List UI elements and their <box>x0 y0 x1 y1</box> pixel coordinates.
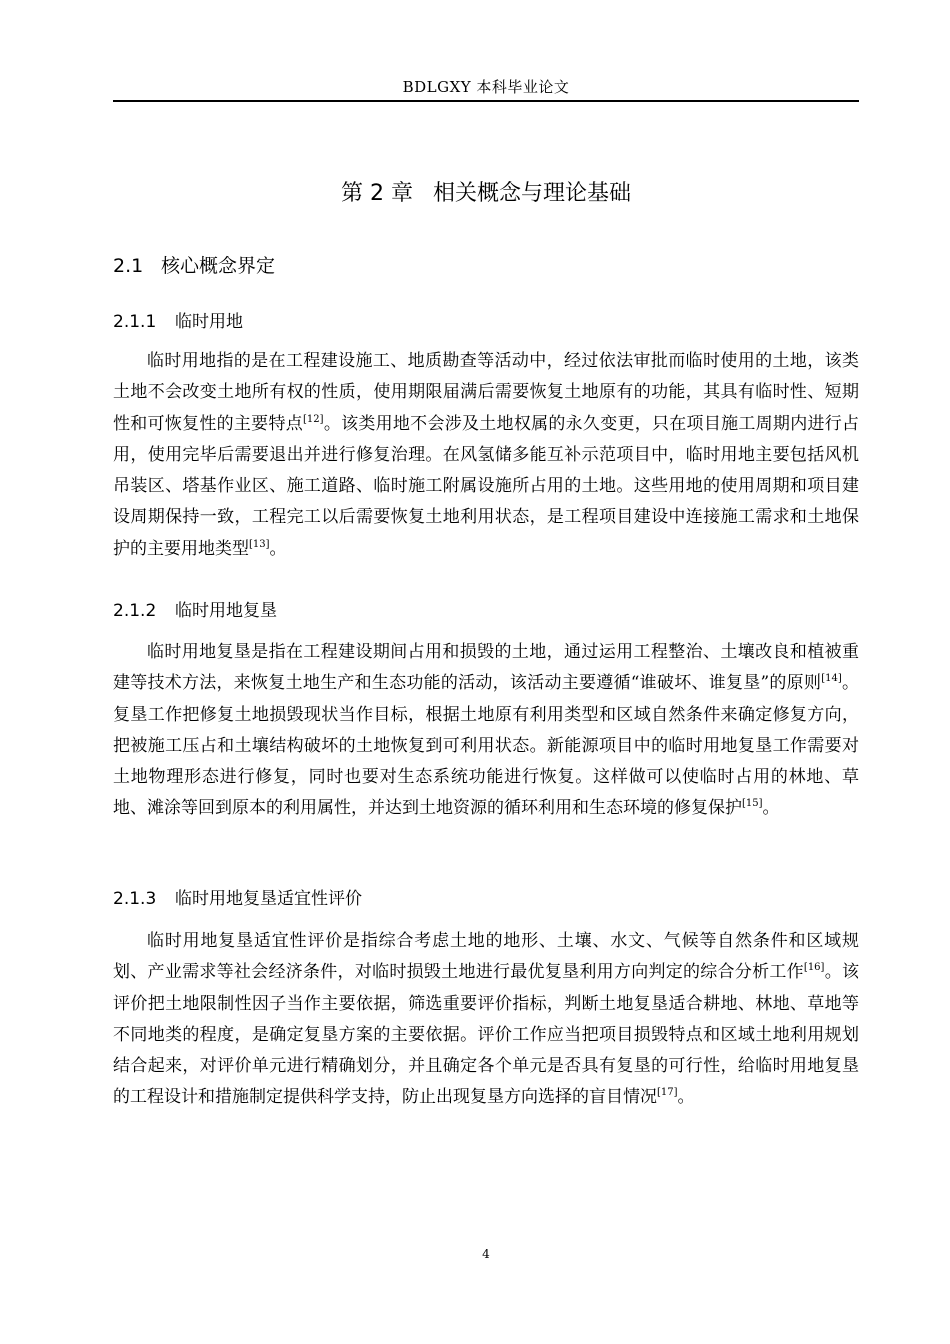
header-rule <box>113 100 859 102</box>
paragraph-text: 。该评价把土地限制性因子当作主要依据，筛选重要评价指标，判断土地复垦适合耕地、林地、草地等不同地类的程度，是确定复垦方案的主要依据。评价工作应当把项目损毁特点和区域土地利用规划结合起来，对评价单元进行精确划分，并且确定各个单元是否具有复垦的可行性，给临时用地复垦的工程设计和措施制定提供科学支持，防止出现复垦方向选择的盲目情况 <box>113 962 859 1108</box>
subsection-heading-2-1-1 <box>113 309 243 335</box>
citation: [17] <box>657 1087 678 1099</box>
citation: [16] <box>803 962 825 974</box>
subsection-number: 2.1.3 <box>113 889 157 909</box>
paragraph-text: 。复垦工作把修复土地损毁现状当作目标，根据土地原有利用类型和区域自然条件来确定修复方向，把被施工压占和土壤结构破坏的土地恢复到可利用状态。新能源项目中的临时用地复垦工作需要对土地物理形态进行修复，同时也要对生态系统功能进行恢复。这样做可以使临时占用的林地、草地、滩涂等回到原本的利用属性，并达到土地资源的循环利用和生态环境的修复保护 <box>113 673 859 819</box>
subsection-number: 2.1.2 <box>113 601 157 621</box>
citation: [14] <box>821 673 842 685</box>
paragraph-text: 。 <box>762 798 780 819</box>
paragraph-2-1-2 <box>113 637 859 825</box>
paragraph-text: 。该类用地不会涉及土地权属的永久变更，只在项目施工周期内进行占用，使用完毕后需要退出并进行修复治理。在风氢储多能互补示范项目中，临时用地主要包括风机吊装区、塔基作业区、施工道路、临时施工附属设施所占用的土地。这些用地的使用周期和项目建设周期保持一致，工程完工以后需要恢复土地利用状态，是工程项目建设中连接施工需求和土地保护的主要用地类型 <box>113 413 860 559</box>
paragraph-text: 临时用地指的是在工程建设施工、地质勘查等活动中，经过依法审批而临时使用的土地，该类土地不会改变土地所有权的性质，使用期限届满后需要恢复土地原有的功能，其具有临时性、短期性和可恢复性的主要特点 <box>113 351 859 434</box>
subsection-title: 临时用地复垦 <box>175 601 277 621</box>
section-heading-2-1 <box>113 252 275 280</box>
paragraph-2-1-3 <box>113 926 859 1114</box>
citation: [13] <box>249 538 270 550</box>
subsection-number: 2.1.1 <box>113 312 157 332</box>
paragraph-text: 。 <box>269 538 287 559</box>
subsection-title: 临时用地 <box>175 312 243 332</box>
page-number: 4 <box>482 1247 490 1261</box>
subsection-heading-2-1-2 <box>113 598 277 624</box>
paragraph-2-1-1 <box>113 346 859 565</box>
chapter-number: 第 2 章 <box>341 181 413 206</box>
subsection-title: 临时用地复垦适宜性评价 <box>175 889 362 909</box>
citation: [12] <box>303 413 324 425</box>
chapter-name: 相关概念与理论基础 <box>432 181 631 206</box>
section-number: 2.1 <box>113 255 144 277</box>
paragraph-text: 。 <box>677 1087 695 1108</box>
chapter-title <box>113 178 859 210</box>
section-title: 核心概念界定 <box>161 255 276 277</box>
subsection-heading-2-1-3 <box>113 886 362 912</box>
running-header: BDLGXY 本科毕业论文 <box>402 78 570 96</box>
citation: [15] <box>742 798 763 810</box>
paragraph-text: 临时用地复垦适宜性评价是指综合考虑土地的地形、土壤、水文、气候等自然条件和区域规划、产业需求等社会经济条件，对临时损毁土地进行最优复垦利用方向判定的综合分析工作 <box>113 931 859 983</box>
paragraph-text: 临时用地复垦是指在工程建设期间占用和损毁的土地，通过运用工程整治、土壤改良和植被重建等技术方法，来恢复土地生产和生态功能的活动，该活动主要遵循“谁破坏、谁复垦”的原则 <box>113 642 859 694</box>
